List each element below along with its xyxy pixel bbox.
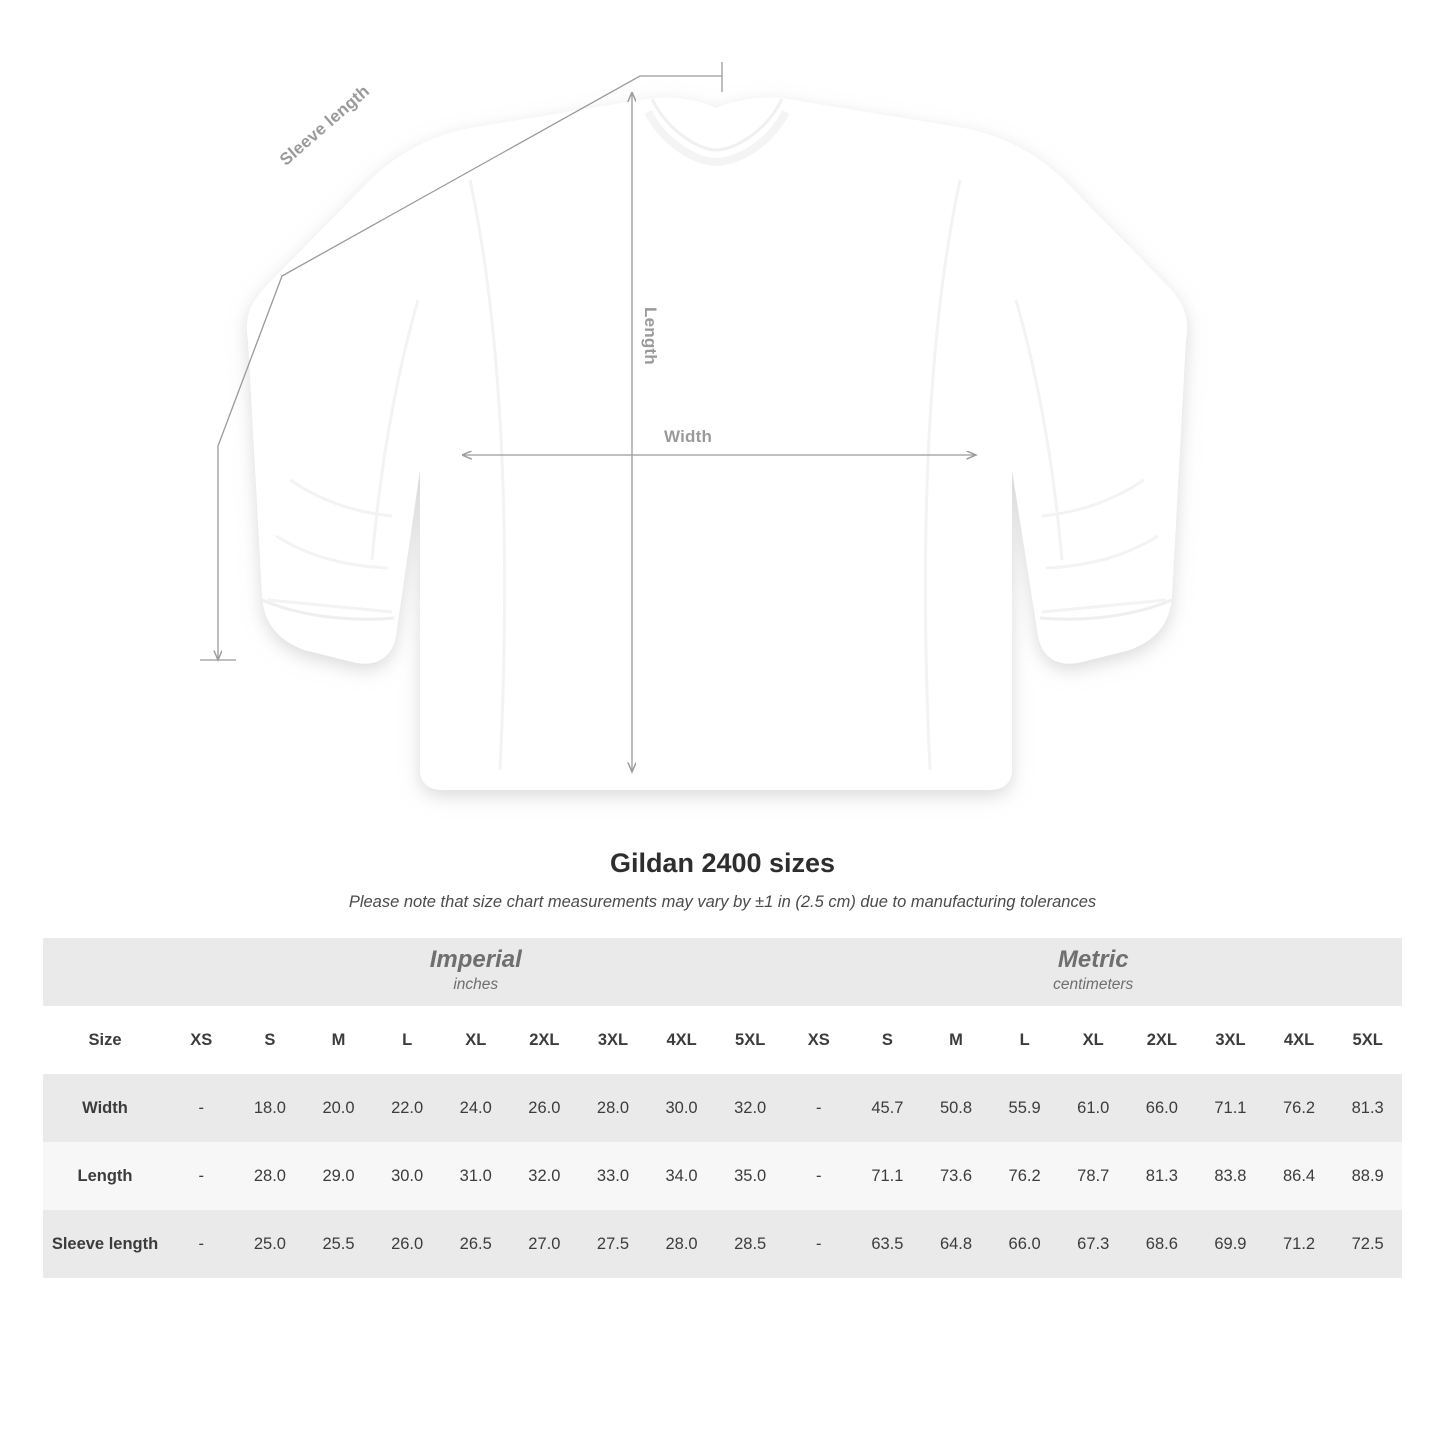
row-label-sleeve-length: Sleeve length (43, 1210, 167, 1278)
size-metric-4xl: 4XL (1265, 1006, 1334, 1074)
sleeve-imperial-2xl: 27.0 (510, 1210, 579, 1278)
length-imperial-4xl: 34.0 (647, 1142, 716, 1210)
size-metric-s: S (853, 1006, 922, 1074)
length-metric-m: 73.6 (922, 1142, 991, 1210)
width-imperial-3xl: 28.0 (579, 1074, 648, 1142)
sleeve-metric-s: 63.5 (853, 1210, 922, 1278)
width-imperial-l: 22.0 (373, 1074, 442, 1142)
length-imperial-3xl: 33.0 (579, 1142, 648, 1210)
sleeve-imperial-3xl: 27.5 (579, 1210, 648, 1278)
width-metric-l: 55.9 (990, 1074, 1059, 1142)
width-metric-4xl: 76.2 (1265, 1074, 1334, 1142)
sleeve-imperial-l: 26.0 (373, 1210, 442, 1278)
sleeve-metric-l: 66.0 (990, 1210, 1059, 1278)
metric-name: Metric (1057, 945, 1129, 973)
width-metric-m: 50.8 (922, 1074, 991, 1142)
table-row (43, 1142, 1402, 1210)
sleeve-imperial-xl: 26.5 (441, 1210, 510, 1278)
size-imperial-5xl: 5XL (716, 1006, 785, 1074)
sleeve-length-label: Sleeve length (276, 81, 374, 170)
length-imperial-s: 28.0 (236, 1142, 305, 1210)
unit-header-empty (43, 938, 167, 1006)
size-row (43, 1006, 1402, 1074)
size-metric-xl: XL (1059, 1006, 1128, 1074)
width-imperial-xs: - (167, 1074, 236, 1142)
imperial-header (167, 938, 784, 1006)
sleeve-metric-2xl: 68.6 (1128, 1210, 1197, 1278)
table-row (43, 1210, 1402, 1278)
sleeve-imperial-m: 25.5 (304, 1210, 373, 1278)
size-imperial-3xl: 3XL (579, 1006, 648, 1074)
tolerance-note: Please note that size chart measurements may vary by ±1 in (2.5 cm) due to manufacturing tolerances (348, 893, 1097, 911)
length-imperial-xl: 31.0 (441, 1142, 510, 1210)
length-metric-xl: 78.7 (1059, 1142, 1128, 1210)
size-chart-table-wrap (43, 938, 1402, 1278)
length-label: Length (641, 307, 660, 365)
table-row (43, 1074, 1402, 1142)
page-title: Gildan 2400 sizes (609, 848, 836, 878)
metric-header (784, 938, 1402, 1006)
imperial-sub: inches (453, 976, 499, 994)
width-imperial-4xl: 30.0 (647, 1074, 716, 1142)
size-imperial-4xl: 4XL (647, 1006, 716, 1074)
width-label: Width (664, 427, 713, 446)
size-metric-l: L (990, 1006, 1059, 1074)
size-metric-2xl: 2XL (1128, 1006, 1197, 1074)
sleeve-imperial-5xl: 28.5 (716, 1210, 785, 1278)
width-metric-5xl: 81.3 (1333, 1074, 1402, 1142)
title-block (0, 848, 1445, 912)
width-metric-xl: 61.0 (1059, 1074, 1128, 1142)
size-imperial-m: M (304, 1006, 373, 1074)
sleeve-metric-xs: - (784, 1210, 853, 1278)
row-label-length: Length (43, 1142, 167, 1210)
length-metric-3xl: 83.8 (1196, 1142, 1265, 1210)
size-imperial-s: S (236, 1006, 305, 1074)
length-imperial-xs: - (167, 1142, 236, 1210)
width-metric-2xl: 66.0 (1128, 1074, 1197, 1142)
length-imperial-m: 29.0 (304, 1142, 373, 1210)
length-metric-2xl: 81.3 (1128, 1142, 1197, 1210)
width-metric-xs: - (784, 1074, 853, 1142)
sleeve-metric-xl: 67.3 (1059, 1210, 1128, 1278)
imperial-name: Imperial (429, 945, 522, 973)
width-imperial-m: 20.0 (304, 1074, 373, 1142)
length-metric-l: 76.2 (990, 1142, 1059, 1210)
sleeve-metric-4xl: 71.2 (1265, 1210, 1334, 1278)
width-imperial-s: 18.0 (236, 1074, 305, 1142)
size-imperial-2xl: 2XL (510, 1006, 579, 1074)
size-metric-m: M (922, 1006, 991, 1074)
length-imperial-l: 30.0 (373, 1142, 442, 1210)
sleeve-metric-5xl: 72.5 (1333, 1210, 1402, 1278)
width-imperial-2xl: 26.0 (510, 1074, 579, 1142)
width-imperial-xl: 24.0 (441, 1074, 510, 1142)
length-metric-xs: - (784, 1142, 853, 1210)
width-metric-s: 45.7 (853, 1074, 922, 1142)
sleeve-imperial-s: 25.0 (236, 1210, 305, 1278)
size-imperial-l: L (373, 1006, 442, 1074)
unit-header-row (43, 938, 1402, 1006)
size-metric-3xl: 3XL (1196, 1006, 1265, 1074)
width-metric-3xl: 71.1 (1196, 1074, 1265, 1142)
length-imperial-2xl: 32.0 (510, 1142, 579, 1210)
size-imperial-xl: XL (441, 1006, 510, 1074)
sleeve-imperial-xs: - (167, 1210, 236, 1278)
size-row-label: Size (43, 1006, 167, 1074)
row-label-width: Width (43, 1074, 167, 1142)
sleeve-metric-3xl: 69.9 (1196, 1210, 1265, 1278)
length-metric-s: 71.1 (853, 1142, 922, 1210)
size-metric-5xl: 5XL (1333, 1006, 1402, 1074)
sleeve-metric-m: 64.8 (922, 1210, 991, 1278)
width-imperial-5xl: 32.0 (716, 1074, 785, 1142)
size-imperial-xs: XS (167, 1006, 236, 1074)
metric-sub: centimeters (1053, 976, 1134, 994)
size-chart-table (43, 938, 1402, 1278)
size-metric-xs: XS (784, 1006, 853, 1074)
length-imperial-5xl: 35.0 (716, 1142, 785, 1210)
sleeve-imperial-4xl: 28.0 (647, 1210, 716, 1278)
length-metric-5xl: 88.9 (1333, 1142, 1402, 1210)
length-metric-4xl: 86.4 (1265, 1142, 1334, 1210)
